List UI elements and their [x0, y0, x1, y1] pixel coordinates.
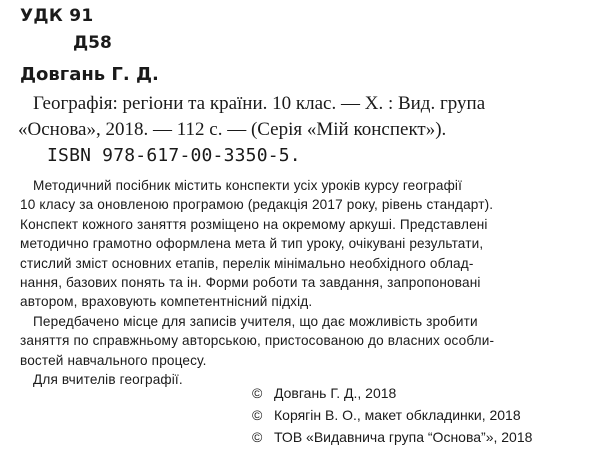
copyright-row [252, 426, 532, 448]
bibliographic-description [18, 91, 598, 143]
audience-note: Для вчителів географії. [33, 372, 183, 388]
abstract-line: Конспект кожного заняття розміщено на окремому аркуші. Представлені [20, 216, 488, 232]
copyright-row [252, 382, 532, 404]
abstract [20, 176, 594, 389]
copyright-text: ТОВ «Видавнича група “Основа”», 2018 [274, 429, 533, 445]
copyright-row [252, 404, 532, 426]
abstract-line: автором, враховують компетентнісний підхід. [20, 294, 313, 310]
abstract-line: методично грамотно оформлена мета й тип уроку, очікувані результати, [20, 236, 484, 252]
isbn: ISBN 978-617-00-3350-5. [47, 145, 301, 166]
abstract-line: нання, базових понять та ін. Форми роботи та завдання, запропоновані [20, 275, 481, 291]
copyright-icon: © [252, 385, 263, 401]
abstract-line: востей навчального процесу. [20, 352, 207, 368]
abstract-line: заняття по справжньому авторською, пристосованою до власних особли- [20, 333, 495, 349]
copyright-text: Довгань Г. Д., 2018 [274, 385, 397, 401]
abstract-line: Передбачено місце для записів учителя, що дає можливість зробити [33, 313, 478, 329]
copyright-icon: © [252, 429, 263, 445]
udk-label: УДК 91 [20, 6, 94, 26]
abstract-line: Методичний посібник містить конспекти усіх уроків курсу географії [33, 178, 463, 193]
author-name: Довгань Г. Д. [20, 64, 159, 85]
author-mark-code: Д58 [73, 33, 112, 53]
abstract-line: стислий зміст основних етапів, перелік мінімально необхідного облад- [20, 255, 474, 271]
biblio-line-1: Географія: регіони та країни. 10 клас. — Х. : Вид. група [33, 93, 486, 114]
abstract-line: 10 класу за оновленою програмою (редакція 2017 року, рівень стандарт). [20, 197, 494, 213]
copyright-icon: © [252, 407, 263, 423]
biblio-line-2: «Основа», 2018. — 112 с. — (Серія «Мій конспект»). [18, 119, 447, 140]
copyright-block [252, 382, 532, 448]
copyright-text: Корягін В. О., макет обкладинки, 2018 [274, 407, 521, 423]
